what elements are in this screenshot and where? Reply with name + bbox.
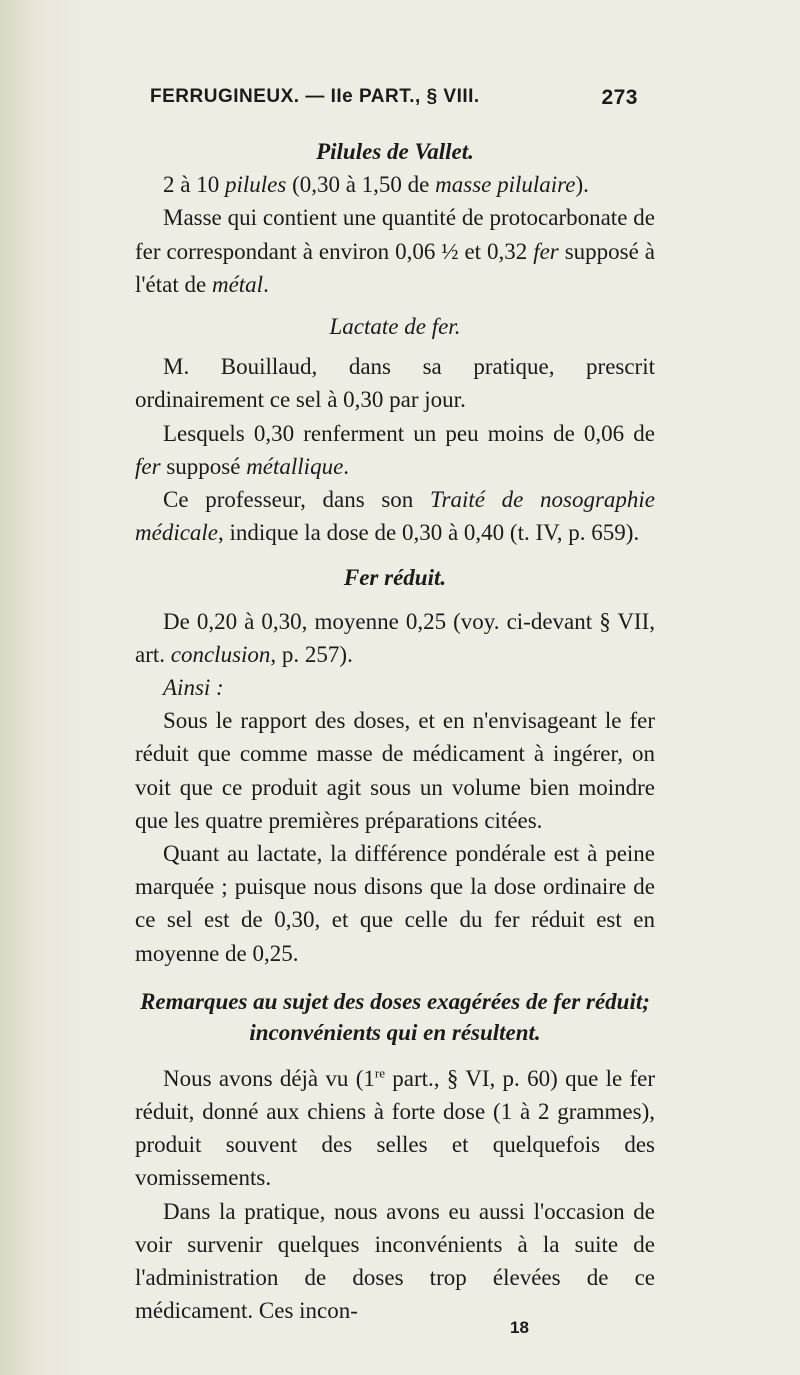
page-number: 273 xyxy=(601,86,638,109)
running-head xyxy=(150,86,638,116)
paragraph-vallet-masse: Masse qui contient une quantité de protocarbonate de fer correspondant à environ 0,06 ½ et 0,32 fer supposé à l'état de métal. xyxy=(135,205,655,297)
paragraph-lactate-professeur: Ce professeur, dans son Traité de nosographie médicale, indique la dose de 0,30 à 0,40 (t. IV, p. 659). xyxy=(135,487,655,546)
section-title-remarques xyxy=(135,986,655,1048)
section-title-pilules-vallet: Pilules de Vallet. xyxy=(316,139,474,164)
remarques-title-line-2: inconvénients qui en résultent. xyxy=(249,1019,541,1045)
paragraph-lactate-lesquels: Lesquels 0,30 renferment un peu moins de 0,06 de fer supposé métallique. xyxy=(135,420,655,479)
paragraph-remarques-pratique: Dans la pratique, nous avons eu aussi l'occasion de voir survenir quelques inconvénients à la suite de l'administration de doses trop élevées de ce médicament. Ces incon- xyxy=(135,1198,655,1324)
paragraph-reduit-rapport: Sous le rapport des doses, et en n'envisageant le fer réduit que comme masse de médicament à ingérer, on voit que ce produit agit sous un volume bien moindre que les quatre premières préparations citées. xyxy=(135,708,655,833)
paragraph-lactate-bouillaud: M. Bouillaud, dans sa pratique, prescrit ordinairement ce sel à 0,30 par jour. xyxy=(135,354,655,413)
paragraph-ainsi: Ainsi : xyxy=(163,675,224,701)
page-body xyxy=(135,135,655,1328)
paragraph-reduit-lactate: Quant au lactate, la différence pondérale est à peine marquée ; puisque nous disons que la dose ordinaire de ce sel est de 0,30, et que celle du fer réduit est en moyenne de 0,25. xyxy=(135,841,655,966)
signature-mark: 18 xyxy=(510,1318,529,1337)
paragraph-vallet-dose: 2 à 10 pilules (0,30 à 1,50 de masse pilulaire). xyxy=(163,172,589,198)
running-head-title: FERRUGINEUX. — IIe PART., § VIII. xyxy=(150,86,480,107)
section-title-lactate: Lactate de fer. xyxy=(329,314,461,340)
remarques-title-line-1: Remarques au sujet des doses exagérées de fer réduit; xyxy=(140,988,650,1014)
paragraph-remarques-chiens: Nous avons déjà vu (1re part., § VI, p. 60) que le fer réduit, donné aux chiens à forte dose (1 à 2 grammes), produit souvent des selles et quelquefois des vomissements. xyxy=(135,1065,656,1191)
paragraph-reduit-dose: De 0,20 à 0,30, moyenne 0,25 (voy. ci-devant § VII, art. conclusion, p. 257). xyxy=(135,608,655,667)
section-title-fer-reduit: Fer réduit. xyxy=(343,565,447,591)
